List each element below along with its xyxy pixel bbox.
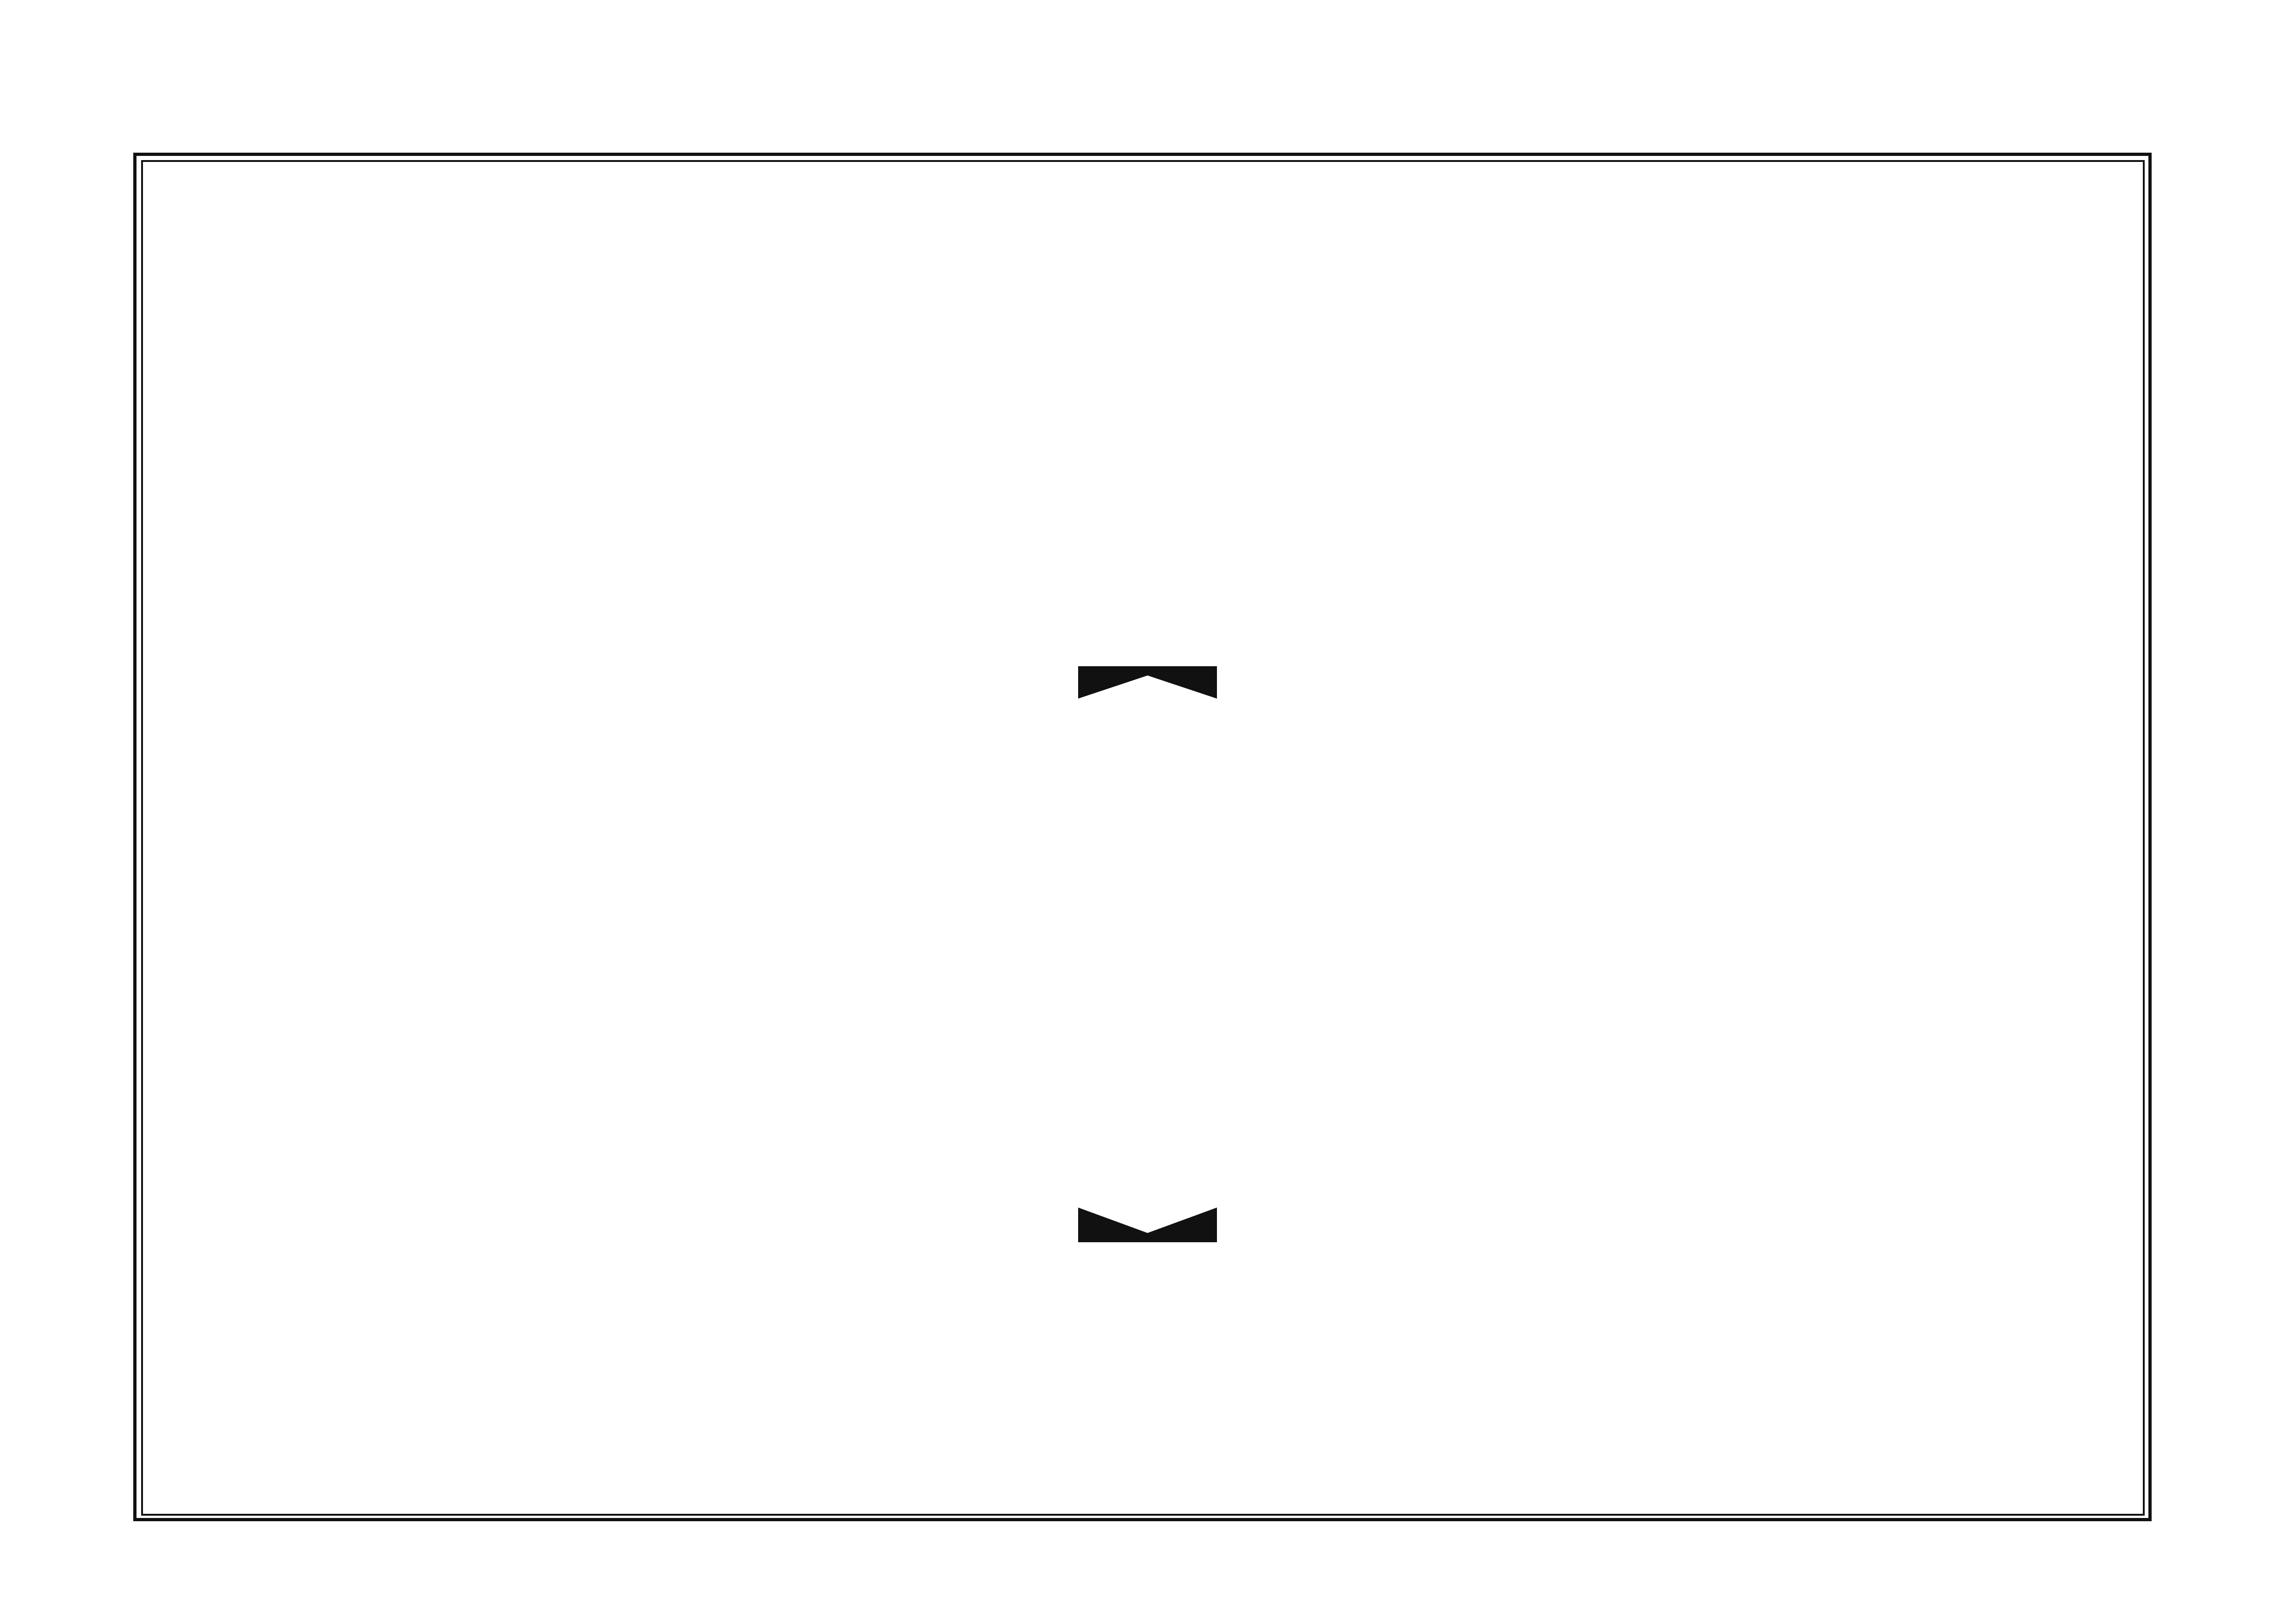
spine-ribbons bbox=[1078, 666, 1217, 1242]
spine-middle bbox=[1078, 666, 1217, 1242]
